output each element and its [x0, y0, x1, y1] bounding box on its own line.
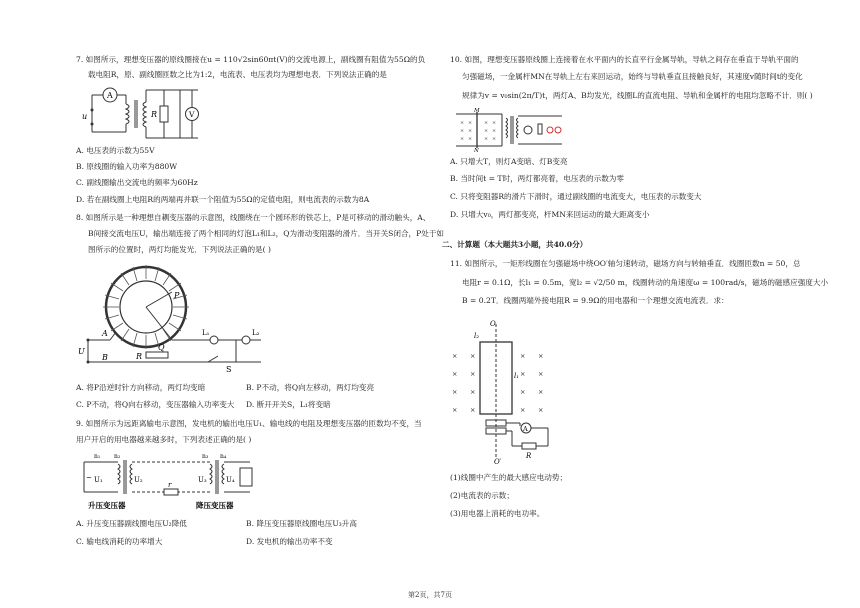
- q8-switch-label: S: [226, 365, 232, 374]
- q9-option-c[interactable]: C. 输电线消耗的功率增大: [76, 537, 163, 546]
- q9-u3-label: U₃: [198, 476, 207, 484]
- svg-text:×: ×: [460, 128, 465, 134]
- q9-n4-label: n₄: [220, 453, 227, 460]
- svg-text:×: ×: [492, 120, 497, 126]
- q7-option-b[interactable]: B. 原线圈的输入功率为880W: [76, 162, 178, 171]
- svg-text:×: ×: [484, 120, 489, 126]
- q8-option-b[interactable]: B. P不动，将Q向左移动，两灯均变亮: [246, 383, 375, 392]
- svg-text:×: ×: [468, 136, 473, 142]
- q7-option-c[interactable]: C. 副线圈输出交流电的频率为60Hz: [76, 178, 198, 187]
- q7-voltmeter-label: V: [189, 110, 195, 119]
- q8-lamp2-label: L₂: [252, 329, 260, 337]
- q9-n2-label: n₂: [114, 453, 121, 460]
- q10-n-label: N: [474, 148, 479, 152]
- svg-text:×: ×: [470, 352, 476, 360]
- q7-resistor-label: R: [151, 110, 158, 119]
- q9-option-d[interactable]: D. 发电机的输出功率不变: [246, 537, 333, 546]
- q11-subquestion-2: (2)电流表的示数；: [450, 491, 514, 500]
- q9-u1-label: U₁: [94, 476, 103, 484]
- svg-text:×: ×: [470, 370, 476, 378]
- q9-u2-label: U₂: [134, 476, 143, 484]
- svg-text:×: ×: [460, 136, 465, 142]
- q8-rheostat-label: R: [136, 352, 143, 361]
- q8-stem-line3: 图所示的位置时，两灯均能发光．下列说法正确的是( ): [88, 245, 271, 254]
- q8-option-a[interactable]: A. 将P沿逆时针方向移动，两灯均变暗: [76, 383, 206, 392]
- q11-stem-line3: B = 0.2T．线圈两端外接电阻R = 9.9Ω的用电器和一个理想交流电流表．求：: [462, 296, 729, 305]
- svg-text:~: ~: [86, 474, 92, 482]
- q8-lamp1-label: L₁: [202, 329, 210, 337]
- q8-option-c[interactable]: C. P不动，将Q向右移动，变压器输入功率变大: [76, 400, 235, 409]
- q7-source-label: u: [82, 112, 88, 121]
- q10-stem-line2: 匀强磁场，一金属杆MN在导轨上左右来回运动，始终与导轨垂直且接触良好，其速度v随时间t的变化: [462, 72, 803, 81]
- q8-autotransformer-diagram: [76, 262, 286, 374]
- q7-ammeter-label: A: [107, 91, 113, 100]
- q11-l2-label: l₂: [474, 332, 480, 340]
- svg-text:×: ×: [520, 352, 526, 360]
- q9-option-b[interactable]: B. 降压变压器原线圈电压U₃升高: [246, 519, 357, 528]
- q8-option-d[interactable]: D. 断开开关S，L₁将变暗: [246, 400, 331, 409]
- q10-option-a[interactable]: A. 只增大T，则灯A变暗、灯B变亮: [450, 157, 568, 166]
- q10-m-label: M: [474, 108, 480, 114]
- q9-stem-line1: 9. 如图所示为远距离输电示意图，发电机的输出电压U₁、输电线的电阻及理想变压器的匝数均不变，当: [76, 419, 422, 428]
- q7-stem-line2: 载电阻R，原、副线圈匝数之比为1:2，电流表、电压表均为理想电表．下列说法正确的是: [88, 70, 387, 79]
- q10-option-b[interactable]: B. 当时间t = T时，两灯都亮着，电压表的示数为零: [450, 174, 624, 183]
- q8-slider-p-label: P: [174, 291, 180, 300]
- page-footer: 第2页，共7页: [408, 591, 452, 599]
- svg-text:×: ×: [538, 406, 544, 414]
- q7-option-a[interactable]: A. 电压表的示数为55V: [76, 146, 155, 155]
- q8-stem-line1: 8. 如图所示是一种理想自耦变压器的示意图，线圈绕在一个圆环形的铁芯上，P是可移动的滑动触头，A、: [76, 213, 431, 222]
- q9-transmission-diagram: [80, 452, 260, 512]
- svg-text:×: ×: [452, 388, 458, 396]
- q11-axis-o2-label: O′: [494, 458, 502, 466]
- q10-stem-line3: 规律为v = v₀sin(2π/T)t，两灯A、B均发光，线圈L的直流电阻、导轨和金属杆的电阻均忽略不计．则( ): [462, 91, 813, 100]
- q9-n3-label: n₃: [202, 453, 209, 460]
- q9-u4-label: U₄: [226, 476, 235, 484]
- q8-terminal-b-label: B: [102, 353, 108, 362]
- svg-text:×: ×: [470, 406, 476, 414]
- section-heading: 二、计算题（本大题共3小题，共40.0分）: [442, 240, 588, 249]
- q11-subquestion-3: (3)用电器上消耗的电功率。: [450, 509, 545, 518]
- q11-l1-label: l₁: [514, 372, 520, 380]
- q10-option-c[interactable]: C. 只将变阻器R的滑片下滑时，通过副线圈的电流变大，电压表的示数变大: [450, 192, 702, 201]
- q11-stem-line2: 电阻r = 0.1Ω，长l₁ = 0.5m，宽l₂ = √2/50 m，线圈转动的角速度ω = 100rad/s，磁场的磁感应强度大小: [462, 278, 829, 287]
- q8-voltage-label: U: [78, 347, 85, 356]
- q9-r-label: r: [168, 481, 172, 489]
- svg-text:×: ×: [520, 406, 526, 414]
- q8-stem-line2: B间接交流电压U，输出端连接了两个相同的灯泡L₁和L₂，Q为滑动变阻器的滑片．当开关S闭合，P处于如: [88, 229, 445, 238]
- svg-text:×: ×: [468, 120, 473, 126]
- svg-text:×: ×: [492, 128, 497, 134]
- q11-rotating-coil-diagram: [450, 318, 560, 466]
- q8-slider-q-label: Q: [158, 343, 165, 352]
- q9-option-a[interactable]: A. 升压变压器副线圈电压U₂降低: [76, 519, 187, 528]
- svg-text:×: ×: [520, 370, 526, 378]
- svg-text:×: ×: [452, 406, 458, 414]
- q11-axis-o-label: O: [490, 320, 496, 328]
- q9-stem-line2: 用户开启的用电器越来越多时，下列表述正确的是( ): [76, 435, 252, 444]
- q10-option-d[interactable]: D. 只增大v₀，两灯都变亮，杆MN来回运动的最大距离变小: [450, 210, 650, 219]
- svg-text:×: ×: [520, 388, 526, 396]
- q7-stem-line1: 7. 如图所示，理想变压器的原线圈接在u = 110√2sin60πt(V)的交流电源上，副线圈有阻值为55Ω的负: [76, 55, 426, 64]
- q10-rail-diagram: [454, 108, 566, 152]
- q9-n1-label: n₁: [94, 453, 101, 460]
- q10-stem-line1: 10. 如图，理想变压器原线圈上连接着在水平面内的长直平行金属导轨，导轨之间存在垂直于导轨平面的: [450, 55, 799, 64]
- svg-text:×: ×: [484, 128, 489, 134]
- svg-text:×: ×: [492, 136, 497, 142]
- q7-circuit-diagram: [80, 82, 220, 142]
- svg-text:×: ×: [468, 128, 473, 134]
- svg-text:×: ×: [460, 120, 465, 126]
- q11-subquestion-1: (1)线圈中产生的最大感应电动势；: [450, 473, 568, 482]
- q9-step-down-label: 降压变压器: [196, 501, 234, 510]
- svg-text:×: ×: [538, 370, 544, 378]
- q9-step-up-label: 升压变压器: [88, 501, 126, 510]
- svg-text:×: ×: [470, 388, 476, 396]
- q7-option-d[interactable]: D. 若在副线圈上电阻R的两端再并联一个阻值为55Ω的定值电阻，则电流表的示数为8A: [76, 195, 370, 204]
- svg-text:×: ×: [538, 352, 544, 360]
- svg-text:×: ×: [452, 352, 458, 360]
- q11-ammeter-label: A: [523, 425, 528, 433]
- q11-stem-line1: 11. 如图所示，一矩形线圈在匀强磁场中绕OO′轴匀速转动，磁场方向与转轴垂直．线圈匝数n = 50，总: [450, 259, 801, 268]
- svg-text:×: ×: [484, 136, 489, 142]
- svg-text:×: ×: [538, 388, 544, 396]
- q8-terminal-a-label: A: [102, 329, 108, 338]
- svg-text:×: ×: [452, 370, 458, 378]
- q11-resistor-label: R: [526, 452, 532, 460]
